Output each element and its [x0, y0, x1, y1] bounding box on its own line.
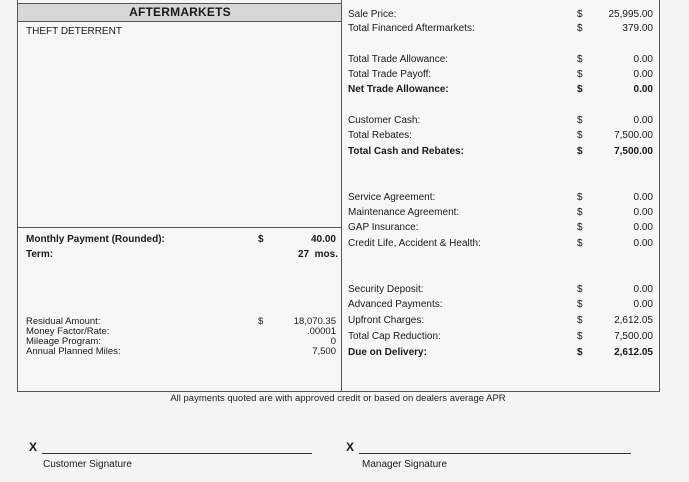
total-cash-and-rebates-value: 7,500.00: [614, 146, 653, 157]
aftermarket-item-theft-deterrent: THEFT DETERRENT: [26, 26, 122, 37]
total-cap-reduction-currency: $: [577, 331, 583, 342]
pricing-row-maintenance-agreement: [348, 206, 656, 220]
pricing-row-upfront-charges: [348, 314, 656, 328]
maintenance-agreement-value: 0.00: [633, 207, 653, 218]
mileage-program-value: 0: [330, 336, 336, 347]
pricing-row-advanced-payments: [348, 298, 656, 312]
pricing-row-total-trade-allowance: [348, 53, 656, 67]
term-label: Term:: [26, 249, 54, 260]
total-cap-reduction-value: 7,500.00: [614, 331, 653, 342]
total-cash-and-rebates-currency: $: [577, 146, 583, 157]
lease-quote-form: [17, 0, 660, 392]
monthly-payment-currency: $: [258, 234, 264, 245]
total-trade-allowance-currency: $: [577, 54, 583, 65]
annual-miles-label: Annual Planned Miles:: [26, 346, 121, 357]
money-factor-value: .00001: [306, 326, 336, 337]
credit-life-accident-health-value: 0.00: [633, 238, 653, 249]
upfront-charges-value: 2,612.05: [614, 315, 653, 326]
credit-life-accident-health-label: Credit Life, Accident & Health:: [348, 238, 481, 249]
net-trade-allowance-value: 0.00: [633, 84, 653, 95]
security-deposit-value: 0.00: [633, 284, 653, 295]
pricing-row-total-rebates: [348, 129, 656, 143]
column-divider: [341, 0, 342, 391]
total-rebates-label: Total Rebates:: [348, 130, 412, 141]
pricing-row-service-agreement: [348, 191, 656, 205]
pricing-row-total-cash-and-rebates: [348, 145, 656, 159]
term-value: 27 mos.: [297, 249, 338, 260]
customer-signature-caption: Customer Signature: [43, 459, 132, 470]
maintenance-agreement-currency: $: [577, 207, 583, 218]
net-trade-allowance-label: Net Trade Allowance:: [348, 84, 449, 95]
upfront-charges-label: Upfront Charges:: [348, 315, 425, 326]
total-financed-aftermarkets-currency: $: [577, 23, 583, 34]
money-factor-label: Money Factor/Rate:: [26, 326, 110, 337]
annual-miles-row: [26, 347, 338, 357]
pricing-row-gap-insurance: [348, 221, 656, 235]
maintenance-agreement-label: Maintenance Agreement:: [348, 207, 460, 218]
service-agreement-value: 0.00: [633, 192, 653, 203]
gap-insurance-value: 0.00: [633, 222, 653, 233]
total-trade-payoff-value: 0.00: [633, 69, 653, 80]
sale-price-label: Sale Price:: [348, 9, 397, 20]
service-agreement-currency: $: [577, 192, 583, 203]
total-rebates-currency: $: [577, 130, 583, 141]
customer-cash-label: Customer Cash:: [348, 115, 421, 126]
pricing-row-total-cap-reduction: [348, 330, 656, 344]
customer-signature-mark: X: [29, 440, 38, 454]
customer-signature-line[interactable]: [42, 453, 312, 454]
mileage-program-label: Mileage Program:: [26, 336, 101, 347]
total-trade-allowance-label: Total Trade Allowance:: [348, 54, 449, 65]
customer-cash-value: 0.00: [633, 115, 653, 126]
due-on-delivery-currency: $: [577, 347, 583, 358]
sale-price-value: 25,995.00: [608, 9, 653, 20]
manager-signature-mark: X: [346, 440, 355, 454]
customer-cash-currency: $: [577, 115, 583, 126]
manager-signature-line[interactable]: [359, 453, 631, 454]
residual-value: 18,070.35: [293, 316, 336, 327]
total-trade-allowance-value: 0.00: [633, 54, 653, 65]
pricing-row-total-trade-payoff: [348, 68, 656, 82]
pricing-row-credit-life-accident-health: [348, 237, 656, 251]
pricing-row-net-trade-allowance: [348, 83, 656, 97]
monthly-payment-value: 40.00: [310, 234, 336, 245]
total-rebates-value: 7,500.00: [614, 130, 653, 141]
due-on-delivery-label: Due on Delivery:: [348, 347, 427, 358]
total-trade-payoff-label: Total Trade Payoff:: [348, 69, 432, 80]
security-deposit-label: Security Deposit:: [348, 284, 424, 295]
advanced-payments-currency: $: [577, 299, 583, 310]
pricing-row-sale-price: [348, 8, 656, 22]
net-trade-allowance-currency: $: [577, 84, 583, 95]
pricing-row-due-on-delivery: [348, 346, 656, 360]
advanced-payments-value: 0.00: [633, 299, 653, 310]
pricing-row-total-financed-aftermarkets: [348, 22, 656, 36]
term-row: [26, 249, 338, 261]
due-on-delivery-value: 2,612.05: [614, 347, 653, 358]
total-cash-and-rebates-label: Total Cash and Rebates:: [348, 146, 464, 157]
annual-miles-value: 7,500: [312, 346, 336, 357]
pricing-row-security-deposit: [348, 283, 656, 297]
upfront-charges-currency: $: [577, 315, 583, 326]
gap-insurance-label: GAP Insurance:: [348, 222, 419, 233]
residual-currency: $: [258, 316, 264, 327]
monthly-payment-row: [26, 234, 338, 246]
pricing-row-customer-cash: [348, 114, 656, 128]
total-trade-payoff-currency: $: [577, 69, 583, 80]
total-financed-aftermarkets-value: 379.00: [622, 23, 653, 34]
total-financed-aftermarkets-label: Total Financed Aftermarkets:: [348, 23, 475, 34]
security-deposit-currency: $: [577, 284, 583, 295]
gap-insurance-currency: $: [577, 222, 583, 233]
aftermarkets-header: AFTERMARKETS: [18, 3, 342, 22]
total-cap-reduction-label: Total Cap Reduction:: [348, 331, 441, 342]
advanced-payments-label: Advanced Payments:: [348, 299, 443, 310]
section-divider: [18, 227, 342, 228]
manager-signature-caption: Manager Signature: [362, 459, 448, 470]
service-agreement-label: Service Agreement:: [348, 192, 436, 203]
residual-label: Residual Amount:: [26, 316, 101, 327]
credit-life-accident-health-currency: $: [577, 238, 583, 249]
approval-footnote: All payments quoted are with approved credit or based on dealers average APR: [170, 393, 506, 404]
sale-price-currency: $: [577, 9, 583, 20]
monthly-payment-label: Monthly Payment (Rounded):: [26, 234, 165, 245]
